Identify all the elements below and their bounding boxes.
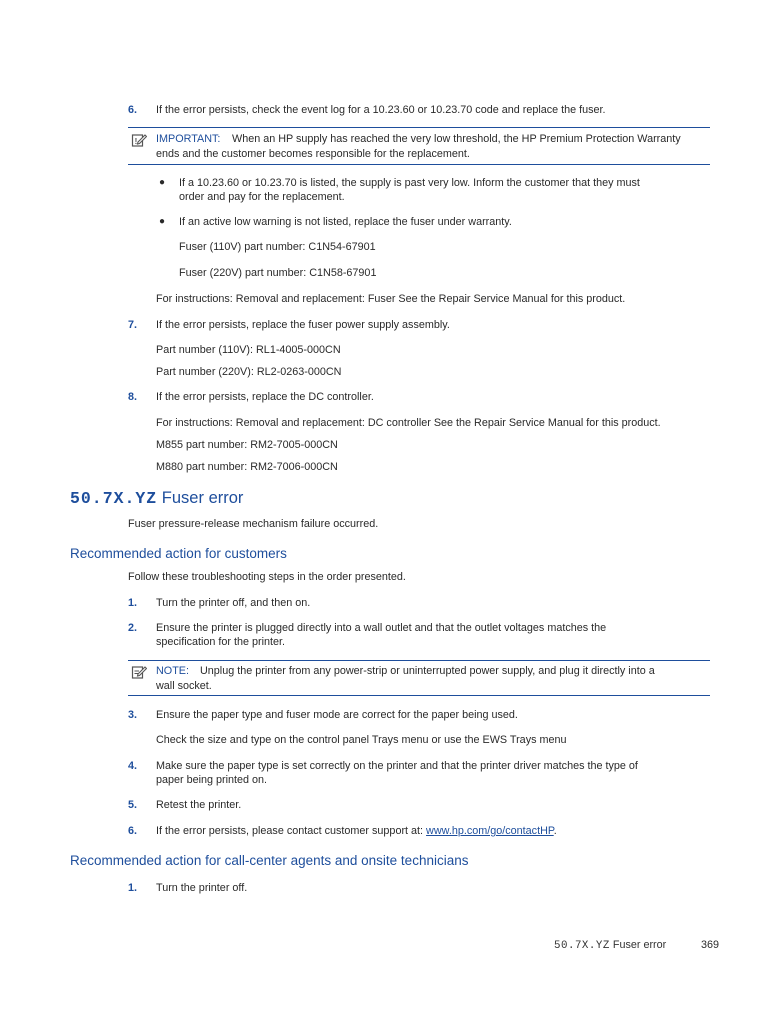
important-top-rule [128, 127, 710, 128]
section-heading [70, 488, 243, 509]
note-line1: Unplug the printer from any power-strip or uninterrupted power supply, and plug it directly into a [200, 665, 655, 677]
section-code: 50.7X.YZ [70, 489, 158, 508]
bullet-1-line2: order and pay for the replacement. [179, 191, 345, 203]
step-7-number: 7. [128, 319, 138, 331]
agent-step-1-text: Turn the printer off. [156, 882, 248, 894]
page-number: 369 [701, 939, 720, 951]
bullet-dot: ● [159, 177, 166, 188]
section-description: Fuser pressure-release mechanism failure occurred. [128, 518, 379, 530]
cust-step-6-lead: If the error persists, please contact customer support at: [156, 825, 427, 837]
cust-step-4-line1: Make sure the paper type is set correctly on the printer and that the printer driver matches the type of [156, 760, 638, 772]
step-6-number: 6. [128, 104, 138, 116]
m855-part: M855 part number: RM2-7005-000CN [156, 439, 338, 451]
customers-intro: Follow these troubleshooting steps in the order presented. [128, 571, 406, 583]
note-line2: wall socket. [156, 680, 212, 692]
note-bottom-rule [128, 695, 710, 696]
m880-part: M880 part number: RM2-7006-000CN [156, 461, 338, 473]
cust-step-5-text: Retest the printer. [156, 799, 242, 811]
note-icon [131, 664, 147, 680]
bullet-1-line1: If a 10.23.60 or 10.23.70 is listed, the supply is past very low. Inform the customer that they must [179, 177, 640, 189]
bullet-dot: ● [159, 216, 166, 227]
cust-step-1-text: Turn the printer off, and then on. [156, 597, 311, 609]
important-icon [131, 132, 147, 148]
note-top-rule [128, 660, 710, 661]
fuser-220-part: Fuser (220V) part number: C1N58-67901 [179, 267, 377, 279]
cust-step-1-number: 1. [128, 597, 138, 609]
important-label: IMPORTANT: [156, 133, 221, 145]
cust-step-2-line2: specification for the printer. [156, 636, 286, 648]
customers-heading: Recommended action for customers [70, 546, 287, 561]
section-title: Fuser error [157, 489, 244, 507]
contact-hp-link[interactable]: www.hp.com/go/contactHP [426, 825, 554, 837]
check-size-text: Check the size and type on the control panel Trays menu or use the EWS Trays menu [156, 734, 567, 746]
step-6-text: If the error persists, check the event log for a 10.23.60 or 10.23.70 code and replace the fuser. [156, 104, 606, 116]
cust-step-3-text: Ensure the paper type and fuser mode are correct for the paper being used. [156, 709, 518, 721]
cust-step-2-number: 2. [128, 622, 138, 634]
agents-heading: Recommended action for call-center agents and onsite technicians [70, 853, 469, 868]
important-line2: ends and the customer becomes responsible for the replacement. [156, 148, 470, 160]
footer-title: Fuser error [609, 939, 667, 951]
bullet-2-line1: If an active low warning is not listed, replace the fuser under warranty. [179, 216, 512, 228]
cust-step-6-number: 6. [128, 825, 138, 837]
step-8-number: 8. [128, 391, 138, 403]
cust-step-5-number: 5. [128, 799, 138, 811]
part-110: Part number (110V): RL1-4005-000CN [156, 344, 341, 356]
important-line1: When an HP supply has reached the very low threshold, the HP Premium Protection Warranty [232, 133, 681, 145]
cust-step-4-line2: paper being printed on. [156, 774, 268, 786]
instructions-dc: For instructions: Removal and replacement: DC controller See the Repair Service Manual for this product. [156, 417, 661, 429]
part-220: Part number (220V): RL2-0263-000CN [156, 366, 342, 378]
cust-step-6-tail: . [553, 825, 557, 837]
step-8-text: If the error persists, replace the DC controller. [156, 391, 374, 403]
important-bottom-rule [128, 164, 710, 165]
agent-step-1-number: 1. [128, 882, 138, 894]
note-label: NOTE: [156, 665, 189, 677]
footer-code: 50.7X.YZ [554, 940, 610, 952]
svg-text:!: ! [134, 137, 138, 146]
step-7-text: If the error persists, replace the fuser power supply assembly. [156, 319, 450, 331]
cust-step-2-line1: Ensure the printer is plugged directly into a wall outlet and that the outlet voltages matches the [156, 622, 607, 634]
footer-running-title [554, 938, 666, 953]
cust-step-6-text [156, 824, 557, 838]
cust-step-4-number: 4. [128, 760, 138, 772]
instructions-fuser: For instructions: Removal and replacement: Fuser See the Repair Service Manual for this product. [156, 293, 626, 305]
cust-step-3-number: 3. [128, 709, 138, 721]
fuser-110-part: Fuser (110V) part number: C1N54-67901 [179, 241, 376, 253]
